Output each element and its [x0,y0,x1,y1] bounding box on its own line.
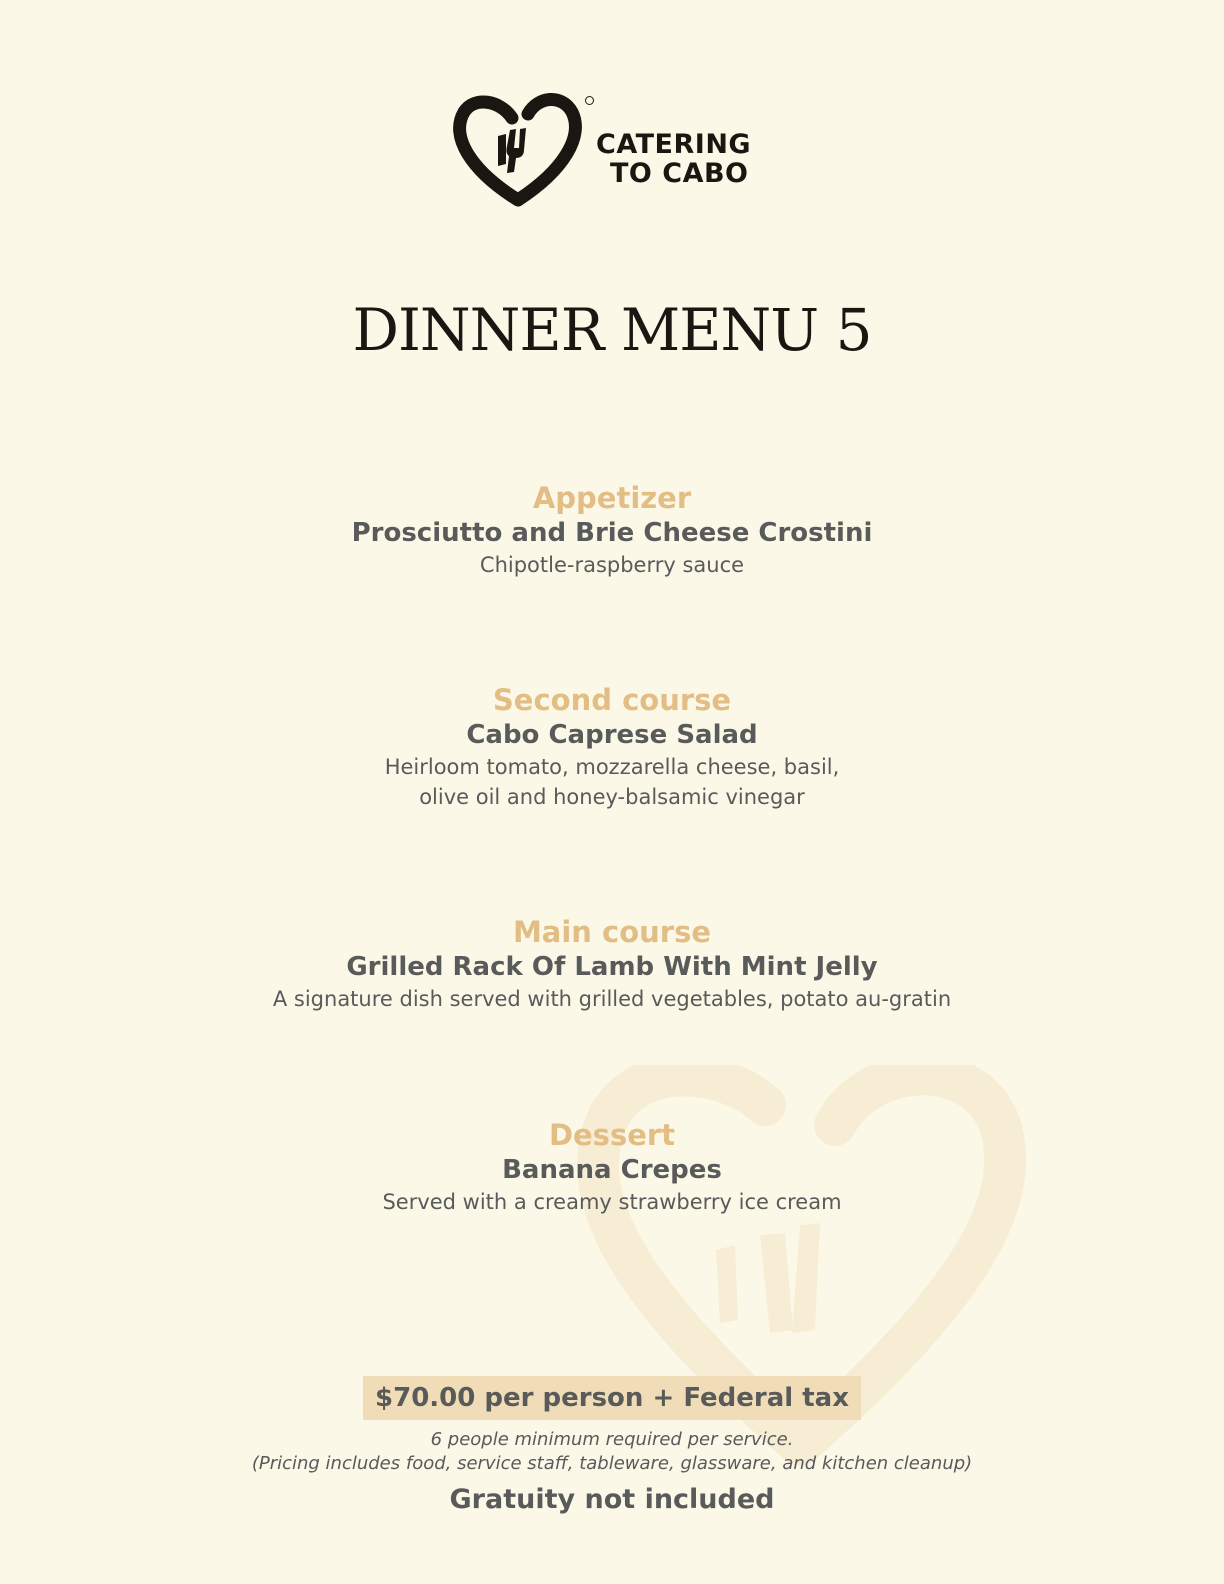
course-dish: Cabo Caprese Salad [466,720,758,750]
course-dish: Prosciutto and Brie Cheese Crostini [351,518,873,548]
course-description: Heirloom tomato, mozzarella cheese, basil, [384,755,840,779]
course-description: olive oil and honey-balsamic vinegar [419,785,805,809]
course-description: A signature dish served with grilled vegetables, potato au-gratin [272,987,952,1011]
course-second [0,682,1224,812]
course-label: Dessert [548,1118,676,1152]
course-description: Served with a creamy strawberry ice cream [382,1190,842,1214]
pricing-includes-note: (Pricing includes food, service staff, tableware, glassware, and kitchen cleanup) [251,1453,973,1474]
course-dish: Banana Crepes [502,1155,722,1185]
registered-mark-icon [585,96,594,105]
course-label: Appetizer [532,481,692,515]
heart-fork-icon [452,92,594,212]
course-main [0,914,1224,1014]
gratuity-note: Gratuity not included [449,1484,775,1515]
brand-line-2: TO CABO [610,158,749,189]
price-badge: $70.00 per person + Federal tax [363,1376,861,1420]
course-description: Chipotle-raspberry sauce [479,553,745,577]
course-label: Main course [512,915,712,949]
page-title: DINNER MENU 5 [352,296,872,364]
brand-line-1: CATERING [596,129,752,160]
course-dish: Grilled Rack Of Lamb With Mint Jelly [346,952,878,982]
minimum-note: 6 people minimum required per service. [430,1429,794,1450]
course-appetizer [0,480,1224,580]
course-dessert [0,1117,1224,1217]
brand-wordmark [596,130,751,188]
course-label: Second course [492,683,732,717]
price-block [0,1376,1224,1420]
brand-logo [452,92,772,212]
